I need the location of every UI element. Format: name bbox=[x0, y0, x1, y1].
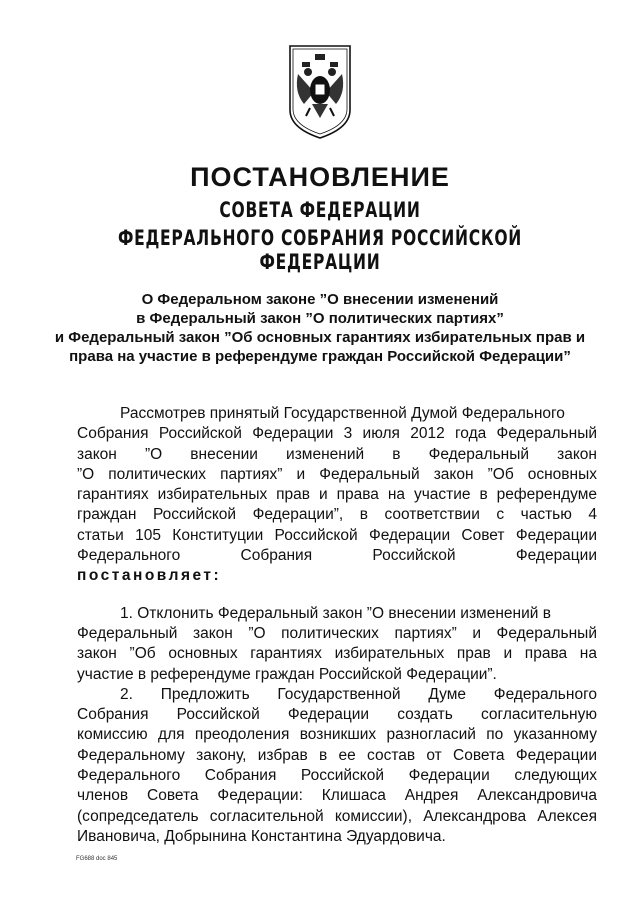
item2-line: Ивановича, Добрынина Константина Эдуардовича. bbox=[77, 827, 446, 845]
preamble-line: ”О политических партиях” и Федеральный закон ”Об основных bbox=[77, 465, 597, 483]
heading-line: в Федеральный закон ”О политических партиях” bbox=[136, 310, 504, 327]
preamble-line: Собрания Российской Федерации 3 июля 2012 года Федеральный bbox=[77, 425, 597, 443]
resolution-body bbox=[77, 404, 597, 847]
item2-line: Федерального Собрания Российской Федерации следующих bbox=[77, 767, 597, 785]
resolution-heading bbox=[40, 290, 600, 366]
document-subtitle-council: СОВЕТА ФЕДЕРАЦИИ bbox=[219, 198, 421, 222]
preamble-line: гарантиях избирательных прав и права на участие в референдуме bbox=[77, 486, 597, 504]
item2-line: комиссию для преодоления возникших разногласий по указанному bbox=[77, 726, 597, 744]
double-headed-eagle-emblem-icon bbox=[284, 42, 356, 142]
preamble-line: граждан Российской Федерации”, в соответствии с частью 4 bbox=[77, 506, 597, 524]
preamble-line: статьи 105 Конституции Российской Федерации Совет Федерации bbox=[77, 526, 597, 544]
document-title: ПОСТАНОВЛЕНИЕ bbox=[190, 162, 450, 192]
heading-line: О Федеральном законе ”О внесении изменений bbox=[141, 291, 499, 308]
item2-line: 2. Предложить Государственной Думе Федерального bbox=[120, 685, 597, 703]
item2-line: Собрания Российской Федерации создать согласительную bbox=[77, 706, 597, 724]
item1-line: участие в референдуме граждан Российской Федерации”. bbox=[77, 665, 497, 683]
preamble-line: закон ”О внесении изменений в Федеральный закон bbox=[77, 445, 597, 463]
item2-line: членов Совета Федерации: Клишаса Андрея Александровича bbox=[77, 787, 597, 805]
item1-line: 1. Отклонить Федеральный закон ”О внесении изменений в bbox=[120, 604, 551, 622]
item2-line: (сопредседатель согласительной комиссии), Александрова Алексея bbox=[77, 807, 597, 825]
heading-line: и Федеральный закон ”Об основных гарантиях избирательных прав и bbox=[54, 329, 586, 346]
item1-line: Федеральный закон ”О политических партиях” и Федеральный bbox=[77, 624, 597, 642]
heading-line: права на участие в референдуме граждан Российской Федерации” bbox=[69, 348, 571, 365]
item1-line: закон ”Об основных гарантиях избирательных прав и права на bbox=[77, 645, 597, 663]
resolves-word: постановляет: bbox=[77, 567, 222, 585]
document-subtitle-assembly: ФЕДЕРАЛЬНОГО СОБРАНИЯ РОССИЙСКОЙ ФЕДЕРАЦИИ bbox=[117, 226, 523, 274]
footer-code: FG688 doc 845 bbox=[76, 856, 118, 862]
preamble-line: Рассмотрев принятый Государственной Думой Федерального bbox=[120, 405, 565, 422]
preamble-line: Федерального Собрания Российской Федерации bbox=[77, 547, 597, 565]
item2-line: Федеральному закону, избрав в ее состав от Совета Федерации bbox=[77, 746, 597, 764]
